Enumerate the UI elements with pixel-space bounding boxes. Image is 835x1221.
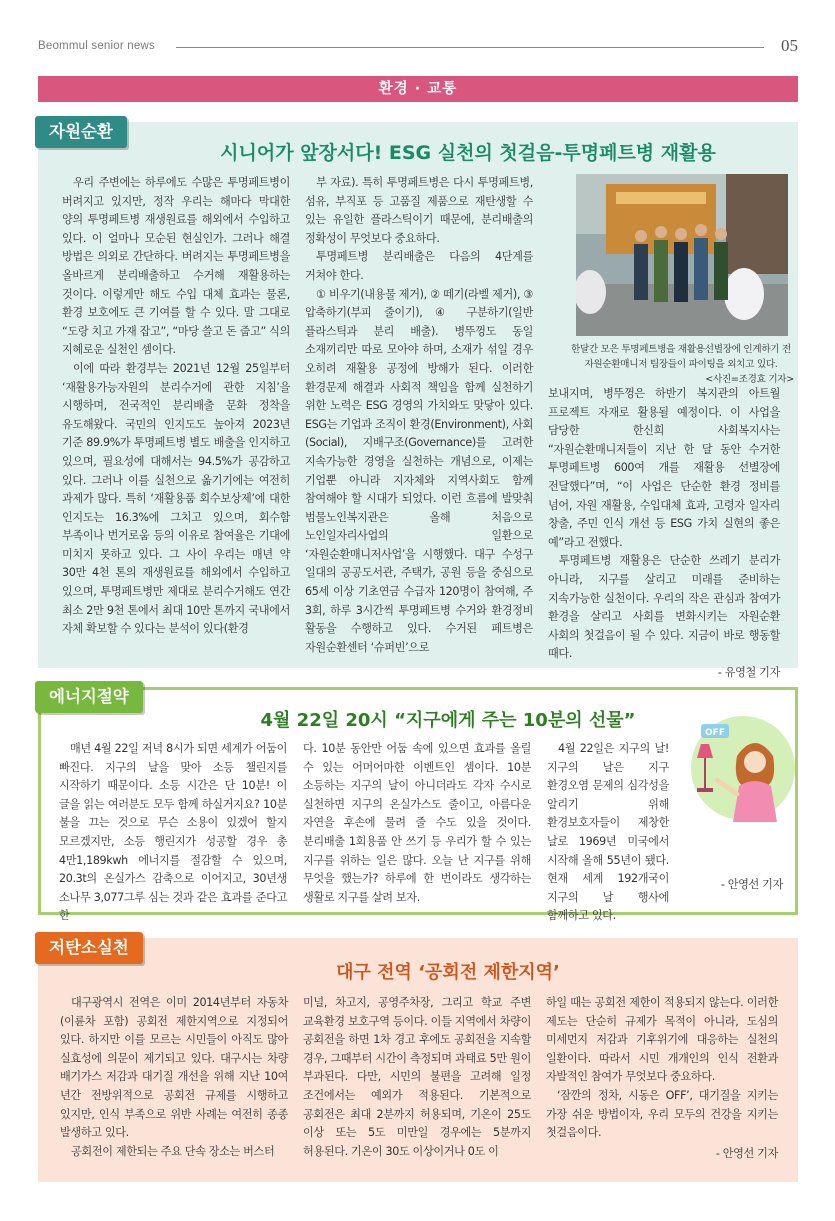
paragraph: 부 자료). 특히 투명페트병은 다시 투명페트병, 섬유, 부직포 등 고품질 제품으로 재탄생할 수 있는 유일한 플라스틱이기 때문에, 분리배출의 정확성이 무엇보다 중요하다. (305, 176, 533, 245)
photo-caption (568, 342, 794, 387)
paragraph: 4월 22일은 지구의 날! 지구의 날은 지구 환경오염 문제의 심각성을 알리기 위해 환경보호자들이 제창한 날로 1969년 미국에서 시작해 올해 55년이 됐다. 현재 세계 192개국이 지구의 날 행사에 함께하고 있다. (547, 742, 669, 923)
section-bar: 환경 · 교통 (38, 76, 798, 102)
article-column-2 (303, 994, 531, 1161)
article-column-1 (60, 994, 288, 1161)
article-resource-recycling (38, 122, 798, 679)
paragraph: ‘잠깐의 정차, 시동은 OFF’, 대기질을 지키는 가장 쉬운 방법이자, 우리 모두의 건강을 지키는 첫걸음이다. (546, 1088, 778, 1140)
paragraph: 대구광역시 전역은 이미 2014년부터 자동차(이륜차 포함) 공회전 제한지역으로 지정되어 있다. 하지만 이를 모르는 시민들이 아직도 많아 실효성에 의문이 제기되고 있다. 대구시는 차량 배기가스 저감과 대기질 개선을 위해 지난 10여 년간 전방위적으로 공회전 규제를 시행하고 있지만, 인식 부족으로 위반 사례는 여전히 종종 발생하고 있다. (60, 996, 288, 1140)
caption-text: 한달간 모은 투명페트병을 재활용선별장에 인계하기 전 자원순환매니저 팀장들이 파이팅을 외치고 있다. (570, 344, 791, 370)
article-column-2 (303, 740, 531, 907)
paragraph: 보내지며, 병뚜껑은 하반기 복지관의 아트월 프로젝트 자재로 활용될 예정이다. 이 사업을 담당한 한신희 사회복지사는 “자원순환매니저들이 지난 한 달 동안 수거한 투명페트병 600여 개를 재활용 선별장에 전달했다”며, “이 사업은 단순한 환경 정비를 넘어, 자원 재활용, 수입대체 효과, 고령자 일자리 창출, 주민 인식 개선 등 ESG 가치 실현의 좋은 예”라고 전했다. (548, 387, 780, 549)
publication-name: Beommul senior news (38, 40, 155, 52)
off-sign-text: OFF (705, 728, 725, 738)
article-column-3 (546, 994, 778, 1163)
paragraph: 이에 따라 환경부는 2021년 12월 25일부터 ‘재활용가능자원의 분리수거에 관한 지침’을 시행하며, 전국적인 분리배출 문화 정착을 유도해왔다. 국민의 인지도도 높아져 2023년 기준 89.9%가 투명페트병 별도 배출을 인지하고 있으며, 필요성에 대해서는 94.5%가 공감하고 있다. 그러나 이를 실천으로 옮기기에는 여전히 과제가 많다. 특히 ‘재활용품 회수보상제’에 대한 인지도는 16.3%에 그치고 있으며, 회수함 부족이나 번거로움 등의 이유로 참여율은 기대에 미치지 못하고 있다. 그 사이 우리는 매년 약 30만 4천 톤의 재생원료를 해외에서 수입하고 있으며, 투명페트병만 제대로 분리수거해도 연간 최소 2만 9천 톤에서 최대 10만 톤까지 국내에서 자체 확보할 수 있다는 분석이 있다(환경 (62, 361, 290, 636)
article-photo (576, 174, 788, 336)
article-tag: 저탄소실천 (35, 932, 143, 964)
girl-lamp-illustration (673, 710, 801, 836)
article-tag: 자원순환 (35, 116, 127, 148)
article-column-3 (548, 385, 780, 683)
photo-credit: <사진=조경효 기자> (705, 374, 794, 385)
article-column-2 (305, 174, 533, 657)
paragraph: 다. 10분 동안만 어둠 속에 있으면 효과를 올릴 수 있는 어머어마한 이벤트인 셈이다. 10분 소등하는 지구의 날이 아니더라도 각자 수시로 실천하면 지구의 온실가스도 줄이고, 아름다운 자연을 후손에 물려 줄 수도 있을 것이다. 분리배출 1회용품 안 쓰기 등 우리가 할 수 있는 지구를 위하는 일은 많다. 오늘 난 지구를 위해 무엇을 했는가? 하루에 한 번이라도 생각하는 생활로 지구를 살려 보자. (303, 742, 531, 904)
photo-volunteers-image (576, 174, 788, 336)
paragraph: 우리 주변에는 하루에도 수많은 투명페트병이 버려지고 있지만, 정작 우리는 해마다 막대한 양의 투명페트병 재생원료를 해외에서 수입하고 있다. 이 얼마나 모순된 현실인가. 그러나 해결 방법은 의외로 간단하다. 버려지는 투명페트병을 올바르게 분리배출하고 수거해 재활용하는 것이다. 이렇게만 해도 수입 대체 효과는 물론, 환경 보호에도 큰 기여를 할 수 있다. 말 그대로 “도랑 치고 가재 잡고”, “마당 쓸고 돈 줍고” 식의 지혜로운 실천인 셈이다. (62, 176, 290, 357)
page-header (38, 36, 798, 60)
page-number: 05 (781, 36, 798, 55)
byline: - 안영선 기자 (715, 1146, 778, 1160)
article-low-carbon (38, 938, 798, 1182)
header-rule (176, 47, 764, 48)
article-tag: 에너지절약 (35, 681, 143, 713)
byline: - 안영선 기자 (720, 878, 783, 891)
article-column-1 (62, 174, 290, 639)
article-title: 시니어가 앞장서다! ESG 실천의 첫걸음-투명페트병 재활용 (220, 142, 716, 164)
article-column-1 (59, 740, 287, 926)
article-title: 대구 전역 ‘공회전 제한지역’ (336, 962, 560, 983)
paragraph: 투명페트병 분리배출은 다음의 4단계를 거쳐야 한다. (305, 250, 533, 282)
paragraph: ① 비우기(내용물 제거), ② 떼기(라벨 제거), ③ 압축하기(부피 줄이기), ④ 구분하기(일반 플라스틱과 분리 배출). 병뚜껑도 동일 소재끼리만 따로 모아야 하며, 소재가 섞일 경우 오히려 재활용 공정에 방해가 된다. 이러한 환경문제 해결과 사회적 책임을 함께 실천하기 위한 노력은 ESG 경영의 가치와도 맞닿아 있다. ESG는 기업과 조직이 환경(Environment), 사회(Social), 지배구조(Governance)를 고려한 지속가능한 경영을 실천하는 개념으로, 이제는 기업뿐 아니라 지자체와 지역사회도 함께 참여해야 할 시대가 되었다. 이런 흐름에 발맞춰 범물노인복지관은 올해 처음으로 노인일자리사업의 일환으로 ‘자원순환매니저사업’을 시행했다. 대구 수성구 일대의 공공도서관, 주택가, 공원 등을 중심으로 65세 이상 기초연금 수급자 120명이 참여해, 주 3회, 하루 3시간씩 투명페트병 수거와 환경정비 활동을 수행하고 있다. 수거된 페트병은 자원순환센터 ‘슈퍼빈’으로 (305, 287, 533, 654)
paragraph: 매년 4월 22일 저녁 8시가 되면 세계가 어둠이 빠진다. 지구의 날을 맞아 소등 챌린지를 시작하기 때문이다. 소등 시간은 단 10분! 이 글을 읽는 여러분도 모두 함께 하실거지요? 10분 불을 끄는 것으로 무슨 소용이 있겠어 할지 모르겠지만, 소등 행린지가 성공할 경우 총 4만1,189kwh 에너지를 절감할 수 있으며, 20.3t의 온실가스 감축으로 이어지고, 30년생 소나무 3,077그루 심는 것과 같은 효과를 준다고 한 (59, 742, 287, 923)
paragraph: 미널, 차고지, 공영주차장, 그리고 학교 주변 교육환경 보호구역 등이다. 이들 지역에서 차량이 공회전을 하면 1차 경고 후에도 공회전을 지속할 경우, 그때부터 시간이 측정되며 과태료 5만 원이 부과된다. 다만, 시민의 불편을 고려해 일정 조건에서는 예외가 적용된다. 기본적으로 공회전은 최대 2분까지 허용되며, 기온이 25도 이상 또는 5도 미만일 경우에는 5분까지 허용된다. 기온이 30도 이상이거나 0도 이 (303, 996, 531, 1158)
paragraph: 투명페트병 재활용은 단순한 쓰레기 분리가 아니라, 지구를 살리고 미래를 준비하는 지속가능한 실천이다. 우리의 작은 관심과 참여가 환경을 살리고 사회를 변화시키는 자원순환 사회의 첫걸음이 될 수 있다. 지금이 바로 행동할 때다. (548, 554, 780, 661)
byline: - 유영철 기자 (717, 665, 780, 679)
article-energy-saving (38, 687, 798, 923)
article-title: 4월 22일 20시 “지구에게 주는 10분의 선물” (260, 710, 636, 731)
paragraph: 하일 때는 공회전 제한이 적용되지 않는다. 이러한 제도는 단순히 규제가 목적이 아니라, 도심의 미세먼지 저감과 기후위기에 대응하는 실천의 일환이다. 따라서 시민 개개인의 인식 전환과 자발적인 참여가 무엇보다 중요하다. (546, 996, 778, 1084)
paragraph: 공회전이 제한되는 주요 단속 장소는 버스터 (71, 1144, 275, 1158)
article-column-3 (547, 740, 669, 926)
